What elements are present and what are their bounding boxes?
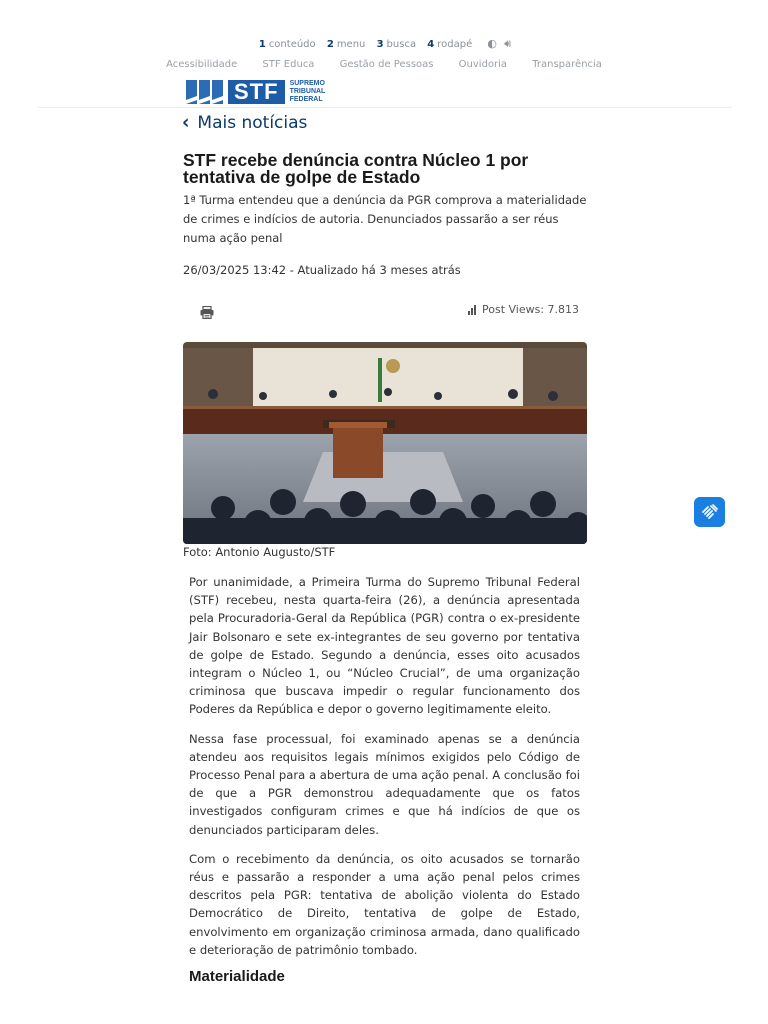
skip-link-menu[interactable]	[327, 39, 366, 50]
article-paragraph: Nessa fase processual, foi examinado apenas se a denúncia atendeu aos requisitos legais mínimos exigidos pelo Código de Processo Penal para a abertura de uma ação penal. A conclusão foi de que a PGR demonstrou adequadamente que os fatos investigados configuram crimes e que há indícios de que os denunciados participaram deles.	[189, 731, 580, 837]
post-views	[468, 303, 579, 316]
skip-link-number: 2	[326, 39, 334, 50]
contrast-icon[interactable]: ◐	[487, 37, 498, 50]
logo-subtitle: SUPREMO TRIBUNAL FEDERAL	[289, 80, 326, 103]
article-photo	[183, 342, 587, 544]
article-subheading: Materialidade	[189, 968, 285, 985]
sign-language-button[interactable]	[694, 497, 725, 527]
nav-people-management[interactable]: Gestão de Pessoas	[339, 59, 434, 70]
skip-link-content[interactable]	[259, 39, 316, 50]
skip-link-number: 4	[427, 39, 435, 50]
logo-acronym: STF	[228, 80, 285, 104]
logo-bars-icon	[186, 80, 225, 104]
article-paragraph: Por unanimidade, a Primeira Turma do Supremo Tribunal Federal (STF) recebeu, nesta quarta-feira (26), a denúncia apresentada pela Procuradoria-Geral da República (PGR) contra o ex-presidente Jair Bolsonaro e sete ex-integrantes de seu governo por tentativa de golpe de Estado. Segundo a denúncia, esses oito acusados integram o Núcleo 1, ou “Núcleo Crucial”, de uma organização criminosa que buscava impedir o regular funcionamento dos Poderes da República e depor o governo legitimamente eleito.	[189, 575, 580, 717]
chevron-left-icon: ‹	[182, 110, 190, 135]
skip-link-number: 3	[376, 39, 384, 50]
skip-link-label: conteúdo	[268, 39, 316, 50]
skip-links	[0, 37, 768, 51]
top-nav	[0, 59, 768, 70]
bar-chart-icon	[468, 305, 477, 315]
post-views-label: Post Views: 7.813	[482, 303, 580, 316]
nav-ombudsman[interactable]: Ouvidoria	[458, 59, 508, 70]
skip-link-footer[interactable]	[427, 39, 472, 50]
photo-caption: Foto: Antonio Augusto/STF	[183, 545, 336, 559]
accessibility-tools	[485, 37, 513, 51]
sign-language-hands-icon	[700, 503, 720, 521]
courtroom-photo-illustration	[183, 342, 587, 544]
article-title: STF recebe denúncia contra Núcleo 1 por tentativa de golpe de Estado	[183, 150, 529, 187]
article-body	[189, 573, 580, 970]
skip-link-label: rodapé	[437, 39, 473, 50]
back-link-label: Mais notícias	[197, 112, 308, 133]
article-summary: 1ª Turma entendeu que a denúncia da PGR comprova a materialidade de crimes e indícios de autoria. Denunciados passarão a ser réus numa ação penal	[183, 193, 587, 245]
nav-transparency[interactable]: Transparência	[532, 59, 602, 70]
article-dateline: 26/03/2025 13:42 - Atualizado há 3 meses atrás	[183, 263, 461, 277]
back-to-news-link[interactable]	[182, 112, 307, 133]
skip-link-number: 1	[258, 39, 266, 50]
nav-accessibility[interactable]: Acessibilidade	[166, 59, 238, 70]
skip-link-search[interactable]	[377, 39, 417, 50]
skip-link-label: menu	[336, 39, 366, 50]
nav-stf-educa[interactable]: STF Educa	[262, 59, 315, 70]
print-icon[interactable]	[200, 306, 214, 319]
skip-link-label: busca	[386, 39, 417, 50]
stf-logo[interactable]	[186, 79, 325, 105]
header-divider	[38, 107, 732, 108]
article-paragraph: Com o recebimento da denúncia, os oito acusados se tornarão réus e passarão a responder a uma ação penal pelos crimes descritos pela PGR: tentativa de abolição violenta do Estado Democrático de Direito, tentativa de golpe de Estado, envolvimento em organização criminosa armada, dano qualificado e deterioração de patrimônio tombado.	[189, 851, 580, 957]
speaker-icon[interactable]: 🔊︎	[504, 37, 512, 50]
